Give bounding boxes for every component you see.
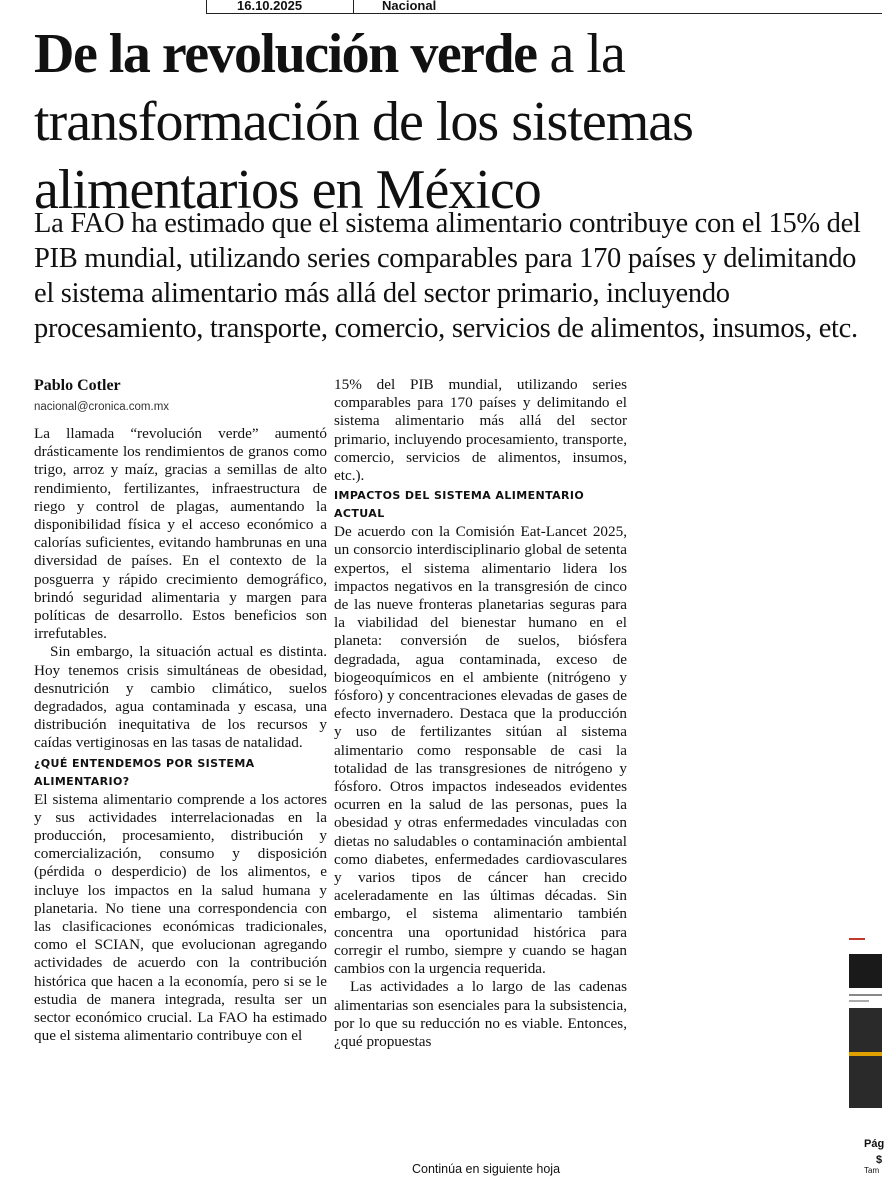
headline-bold: De la revolución verde xyxy=(34,23,537,85)
article-column-1 xyxy=(34,425,327,1046)
author-byline: Pablo Cotler xyxy=(34,377,121,394)
col1-paragraph-2: Sin embargo, la situación actual es distinta. Hoy tenemos crisis simultáneas de obesidad, desnutrición y cambio climático, suelos degradados, agua contaminada y escasa, una distribución inequitativa de los recursos y caídas vertiginosas en las tasas de natalidad. xyxy=(34,643,327,752)
issue-date: 16.10.2025 xyxy=(206,0,354,14)
col2-paragraph-3: Las actividades a lo largo de las cadenas alimentarias son esenciales para la subsistencia, por lo que su reducción no es viable. Entonces, ¿qué propuestas xyxy=(334,978,627,1050)
thumb-section-mark xyxy=(849,938,865,940)
thumb-headline-block xyxy=(849,954,882,988)
col1-paragraph-1: La llamada “revolución verde” aumentó drásticamente los rendimientos de granos como trigo, arroz y maíz, gracias a semillas de alto rendimiento, fertilizantes, infraestructura de riego y control de plagas, aumentando la disponibilidad física y el acceso económico a calorías suficientes, evitando hambrunas en una diversidad de países. En el contexto de la posguerra y rápido crecimiento demográfico, brindó seguridad alimentaria y margen para políticas de desarrollo. Estos beneficios son irrefutables. xyxy=(34,425,327,643)
adjacent-page-thumbnail[interactable] xyxy=(846,936,882,1112)
continues-next-page-note: Continúa en siguiente hoja xyxy=(412,1162,561,1176)
page-header-bar xyxy=(0,0,882,14)
thumb-rule xyxy=(849,1000,869,1002)
section-name: Nacional xyxy=(354,0,882,14)
thumb-text-block xyxy=(849,1008,882,1108)
thumb-rule xyxy=(849,994,882,996)
thumb-accent-bar xyxy=(849,1052,882,1056)
col1-subheading: ¿QUÉ ENTENDEMOS POR SISTEMA ALIMENTARIO? xyxy=(34,756,255,788)
thumb-page-label: Pág xyxy=(864,1138,884,1150)
thumb-size-label: Tam xyxy=(864,1166,880,1175)
author-email: nacional@cronica.com.mx xyxy=(34,401,170,413)
col1-paragraph-3: El sistema alimentario comprende a los actores y sus actividades interrelacionadas en la producción, procesamiento, distribución y comercialización, consumo y disposición (pérdida o desperdicio) de los alimentos, e incluye los impactos en la salud humana y planetaria. No tiene una correspondencia con las clasificaciones económicas tradicionales, como el SCIAN, que evolucionan agregando actividades de acuerdo con la contribución histórica que hacen a la economía, pero si se le estudia de manera integrada, resulta ser un sector económico crucial. La FAO ha estimado que el sistema alimentario contribuye con el xyxy=(34,790,327,1045)
thumb-price: $ xyxy=(876,1154,883,1166)
col2-subheading: IMPACTOS DEL SISTEMA ALIMENTARIO ACTUAL xyxy=(334,489,585,521)
col2-paragraph-2: De acuerdo con la Comisión Eat-Lancet 2025, un consorcio interdisciplinario global de setenta expertos, el sistema alimentario lidera los impactos negativos en la transgresión de cinco de las nueve fronteras planetarias seguras para la viabilidad del bienestar humano en el planeta: conversión de suelos, biósfera degradada, agua contaminada, exceso de biogeoquímicos en el ambiente (nitrógeno y fósforo) y concentraciones elevadas de gases de efecto invernadero. Destaca que la producción y uso de fertilizantes sitúan al sistema alimentario como responsable de casi la totalidad de las transgresiones de nitrógeno y fósforo. Otros impactos indeseados evidentes ocurren en la salud de las personas, pues la obesidad y otras enfermedades vinculadas con dietas no saludables o contaminación ambiental como diabetes, enfermedades cardiovasculares y varios tipos de cáncer han crecido aceleradamente en las últimas décadas. Sin embargo, el sistema alimentario también concentra una oportunidad histórica para corregir el rumbo, siempre y cuando se hagan cambios con la urgencia requerida. xyxy=(334,523,627,978)
article-column-2 xyxy=(334,376,627,1051)
col2-paragraph-1: 15% del PIB mundial, utilizando series comparables para 170 países y delimitando el sistema alimentario más allá del sector primario, incluyendo procesamiento, transporte, comercio, servicios de alimentos, insumos, etc.). xyxy=(334,376,627,485)
article-headline xyxy=(34,20,874,224)
headline-rest: a la transformación de los sistemas alimentarios en México xyxy=(34,23,693,221)
article-deck: La FAO ha estimado que el sistema alimentario contribuye con el 15% del PIB mundial, utilizando series comparables para 170 países y delimitando el sistema alimentario más allá del sector primario, incluyendo procesamiento, transporte, comercio, servicios de alimentos, insumos, etc. xyxy=(34,208,861,344)
